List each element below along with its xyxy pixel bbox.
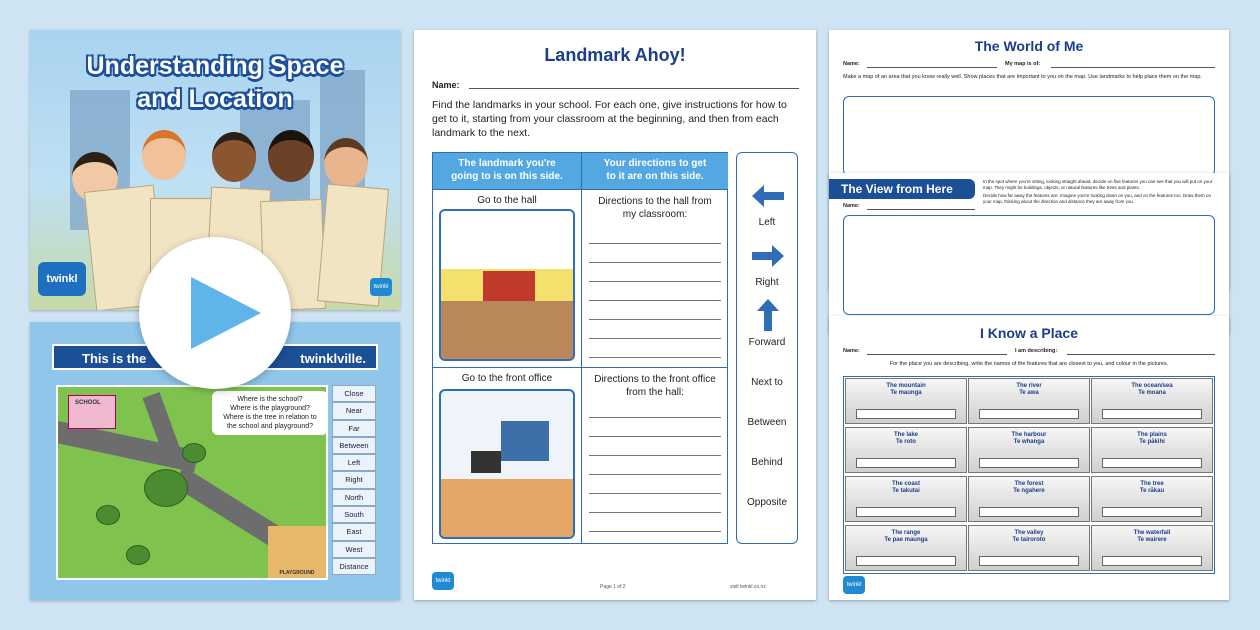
- arrow-right-icon: [752, 245, 784, 267]
- row2-landmark: Go to the front office: [461, 373, 553, 384]
- word-distance: Distance: [332, 558, 376, 575]
- word-left: Left: [758, 217, 776, 228]
- feature-range: The range Te pae maunga: [845, 525, 967, 571]
- child: [268, 130, 314, 182]
- name-label: Name:: [843, 61, 860, 67]
- word-west: West: [332, 541, 376, 558]
- hall-picture: [439, 209, 575, 361]
- feature-river: The river Te awa: [968, 378, 1090, 424]
- answer-box[interactable]: [1102, 507, 1202, 517]
- answer-box[interactable]: [856, 556, 956, 566]
- feature-valley: The valley Te tairoroto: [968, 525, 1090, 571]
- office-picture: [439, 389, 575, 539]
- name-label: Name:: [432, 80, 460, 90]
- word-south: South: [332, 506, 376, 523]
- word-forward: Forward: [748, 337, 786, 348]
- view-drawing-box[interactable]: [843, 215, 1215, 315]
- view-from-here-worksheet: [829, 173, 1229, 333]
- feature-mountain: The mountain Te maunga: [845, 378, 967, 424]
- feature-ocean: The ocean/sea Te moana: [1091, 378, 1213, 424]
- banner-text-right: twinklville.: [300, 351, 366, 366]
- twinkl-footer-logo: twinkl: [843, 576, 865, 594]
- row2-directions-prompt: Directions to the front office from the hall:: [594, 374, 716, 398]
- row1-directions-prompt: Directions to the hall from my classroom:: [598, 196, 712, 220]
- tree: [144, 469, 188, 507]
- twinkl-logo: twinkl: [38, 262, 86, 296]
- child: [212, 132, 256, 182]
- feature-harbour: The harbour Te whanga: [968, 427, 1090, 473]
- bush: [182, 443, 206, 463]
- answer-box[interactable]: [856, 507, 956, 517]
- map-drawing-box[interactable]: [843, 96, 1215, 176]
- word-east: East: [332, 523, 376, 540]
- word-north: North: [332, 489, 376, 506]
- word-opposite: Opposite: [746, 497, 788, 508]
- feature-waterfall: The waterfall Te wairere: [1091, 525, 1213, 571]
- bush: [126, 545, 150, 565]
- feature-lake: The lake Te roto: [845, 427, 967, 473]
- answer-box[interactable]: [1102, 556, 1202, 566]
- answer-box[interactable]: [856, 458, 956, 468]
- know-a-place-instructions: For the place you are describing, write the names of the features that are closest to you, and colour in the pictures.: [889, 361, 1169, 367]
- word-left: Left: [332, 454, 376, 471]
- feature-coast: The coast Te takutai: [845, 476, 967, 522]
- bush: [96, 505, 120, 525]
- answer-box[interactable]: [979, 556, 1079, 566]
- word-between: Between: [332, 437, 376, 454]
- direction-word-bank: [736, 152, 798, 544]
- view-from-here-title: The View from Here: [829, 179, 975, 199]
- child: [142, 130, 186, 180]
- banner-text-left: This is the: [82, 351, 147, 366]
- name-line: [469, 88, 799, 89]
- answer-box[interactable]: [1102, 409, 1202, 419]
- position-word-list: [332, 385, 376, 575]
- school-building: SCHOOL: [68, 395, 116, 429]
- site-link[interactable]: visit twinkl.co.nz: [730, 584, 766, 590]
- playground: PLAYGROUND: [268, 526, 326, 578]
- map-of-label: My map is of:: [1005, 61, 1041, 67]
- answer-box[interactable]: [979, 409, 1079, 419]
- view-instructions-b: Decide how far away the features are. Imagine you're looking down on you, and on the features too. Draw them on your map, thinking about the direction and distance they are away from you.: [983, 193, 1211, 204]
- answer-box[interactable]: [1102, 458, 1202, 468]
- play-icon: [191, 277, 261, 349]
- twinkl-small-logo: twinkl: [370, 278, 392, 296]
- word-next-to: Next to: [751, 377, 783, 388]
- word-right: Right: [755, 277, 779, 288]
- answer-box[interactable]: [856, 409, 956, 419]
- feature-plains: The plains Te pākihi: [1091, 427, 1213, 473]
- worksheet-instructions: Find the landmarks in your school. For each one, give instructions for how to get to it, starting from your classroom at the beginning, and then from each landmark to the next.: [432, 99, 787, 139]
- word-behind: Behind: [751, 457, 783, 468]
- i-know-a-place-worksheet: [829, 316, 1229, 600]
- know-a-place-title: I Know a Place: [979, 325, 1079, 341]
- col-header-directions: Your directions to get to it are on this side.: [582, 153, 728, 189]
- answer-box[interactable]: [979, 507, 1079, 517]
- describing-label: I am describing:: [1015, 348, 1058, 354]
- col-header-landmark: The landmark you're going to is on this side.: [433, 153, 581, 189]
- feature-tree: The tree Te rākau: [1091, 476, 1213, 522]
- worksheet-title: Landmark Ahoy!: [544, 45, 686, 65]
- landmark-ahoy-worksheet: [414, 30, 816, 600]
- twinkl-footer-logo: twinkl: [432, 572, 454, 590]
- name-label: Name:: [843, 203, 860, 209]
- word-close: Close: [332, 385, 376, 402]
- page-number: Page 1 of 2: [600, 584, 626, 590]
- map-questions: Where is the school? Where is the playground? Where is the tree in relation to the school and playground?: [212, 391, 328, 435]
- child: [324, 138, 368, 188]
- word-between: Between: [747, 417, 787, 428]
- word-near: Near: [332, 402, 376, 419]
- play-button[interactable]: [139, 237, 291, 389]
- landmark-table: [432, 152, 728, 544]
- town-map: [56, 385, 328, 580]
- feature-forest: The forest Te ngahere: [968, 476, 1090, 522]
- world-of-me-title: The World of Me: [974, 38, 1084, 54]
- row1-landmark: Go to the hall: [477, 195, 537, 206]
- word-right: Right: [332, 471, 376, 488]
- name-label: Name:: [843, 348, 860, 354]
- arrow-up-icon: [757, 299, 779, 331]
- slide-title: Understanding Space and Location: [86, 52, 344, 113]
- answer-box[interactable]: [979, 458, 1079, 468]
- word-far: Far: [332, 420, 376, 437]
- arrow-left-icon: [752, 185, 784, 207]
- view-instructions-a: In the spot where you're sitting, looking straight ahead, decide on five features you can see that you will put on your map. They might be buildings, objects, or natural features like trees and plants.: [983, 179, 1213, 190]
- feature-grid: [843, 376, 1215, 574]
- world-of-me-instructions: Make a map of an area that you know really well. Show places that are important to you on the map. Use landmarks to help place them on the map.: [843, 74, 1202, 80]
